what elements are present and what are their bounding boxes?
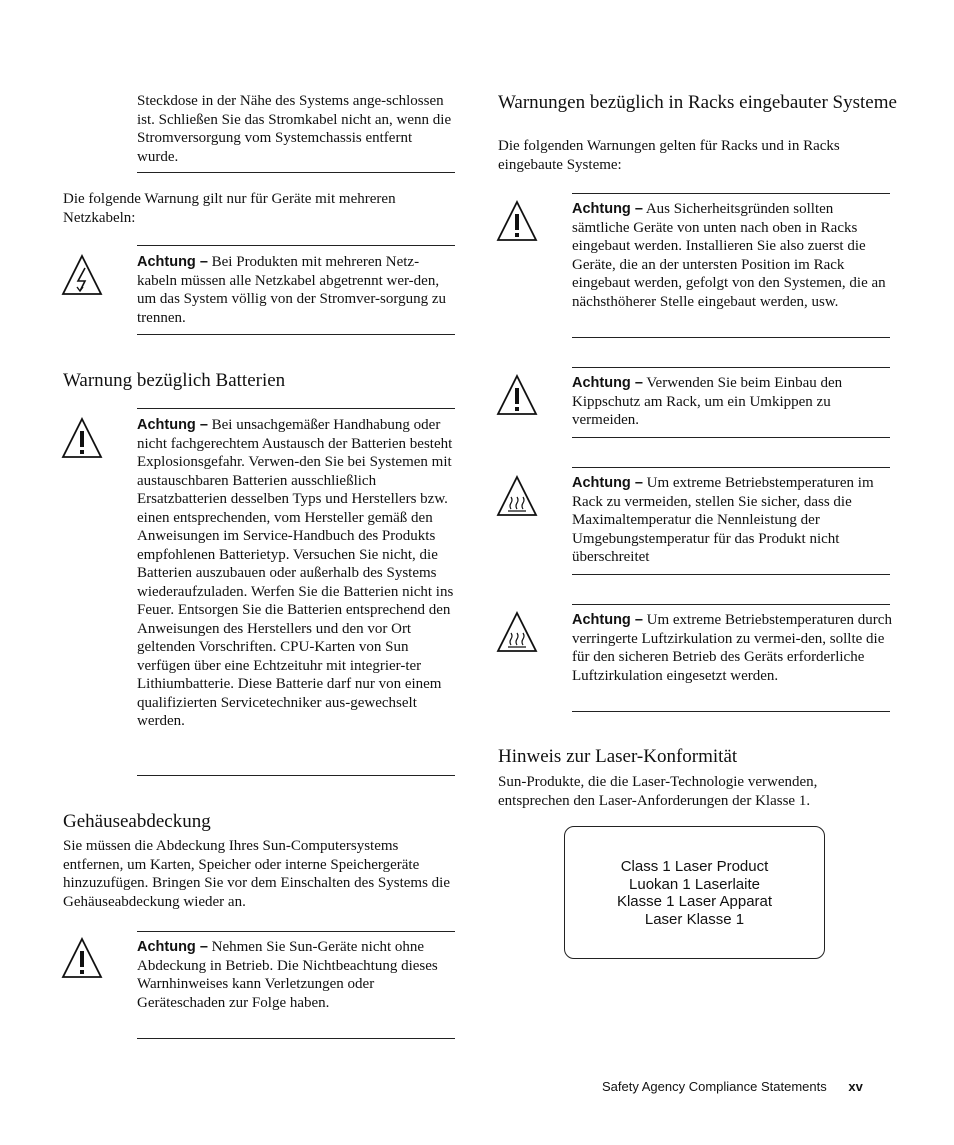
continued-paragraph: Steckdose in der Nähe des Systems ange-schlossen ist. Schließen Sie das Stromkabel nicht an, wenn die Stromversorgung vom Systemchassis entfernt wurde.: [137, 93, 452, 165]
laser-label-line: Luokan 1 Laserlaite: [629, 875, 760, 893]
divider: [572, 367, 890, 368]
warning-power: [137, 253, 457, 327]
footer: [602, 1079, 892, 1094]
divider: [572, 467, 890, 468]
electric-hazard-icon: [61, 254, 103, 296]
warning-text: Bei unsachgemäßer Handhabung oder nicht fachgerechtem Austausch der Batterien besteht Explosionsgefahr. Verwen-den Sie bei Systemen mit austauschbaren Batterien ausschließlich Ersatzbatterien desselben Typs und Herstellers bzw. einen entsprechenden, vom Hersteller gemäß den Anweisungen im Service-Handbuch des Produkts empfohlenen Batterietyp. Versuchen Sie nicht, die Batterien auszubauen oder außerhalb des Systems wiederaufzuladen. Werfen Sie die Batterien nicht ins Feuer. Entsorgen Sie die Batterien entsprechend den Anweisungen des Herstellers und den vor Ort geltenden Vorschriften. CPU-Karten von Sun verfügen über eine Echtzeituhr mit integrier-ter Lithiumbatterie. Diese Batterie darf nur von einem qualifizierten Servicetechniker aus-gewechselt werden.: [137, 417, 454, 729]
warning-text: Um extreme Betriebstemperaturen im Rack zu vermeiden, stellen Sie sicher, dass die Maximaltemperatur die Nennleistung der Umgebungstemperatur für das Produkt nicht überschreitet: [572, 475, 874, 565]
warning-rack-order: [572, 200, 892, 311]
divider: [572, 574, 890, 575]
caution-icon: [61, 417, 103, 459]
warning-label: Achtung –: [572, 475, 643, 491]
divider: [572, 437, 890, 438]
laser-paragraph: Sun-Produkte, die die Laser-Technologie verwenden, entsprechen den Laser-Anforderungen der Klasse 1.: [498, 774, 818, 809]
warning-cover: [137, 938, 457, 1012]
caution-icon: [496, 200, 538, 242]
warning-text: Nehmen Sie Sun-Geräte nicht ohne Abdeckung in Betrieb. Die Nichtbeachtung dieses Warnhinweises kann Verletzungen oder Geräteschaden zur Folge haben.: [137, 939, 438, 1011]
warning-heat-airflow: [572, 611, 892, 685]
divider: [572, 711, 890, 712]
caution-icon: [496, 374, 538, 416]
divider: [572, 193, 890, 194]
warning-label: Achtung –: [572, 375, 643, 391]
laser-label-line: Class 1 Laser Product: [620, 858, 769, 875]
section-heading-laser: Hinweis zur Laser-Konformität: [498, 746, 738, 767]
hot-surface-icon: [496, 611, 538, 653]
hot-surface-icon: [496, 475, 538, 517]
footer-title: Safety Agency Compliance Statements: [602, 1079, 827, 1094]
divider: [137, 172, 455, 173]
laser-label-line: Klasse 1 Laser Apparat: [616, 893, 773, 910]
warning-text: Verwenden Sie beim Einbau den Kippschutz am Rack, um ein Umkippen zu vermeiden.: [572, 375, 843, 428]
warning-text: Aus Sicherheitsgründen sollten sämtliche Geräte von unten nach oben in Racks eingebaut werden. Installieren Sie also zuerst die Geräte, die an der untersten Position im Rack eingebaut werden, gefolgt von den Systemen, die an nächsthöherer Stelle eingebaut werden, usw.: [572, 201, 886, 310]
warning-battery: [137, 416, 457, 731]
warning-heat-temperature: [572, 474, 892, 567]
warning-text: Bei Produkten mit mehreren Netz-kabeln müssen alle Netzkabel abgetrennt wer-den, um das System völlig von der Stromver-sorgung zu trennen.: [137, 254, 446, 326]
warning-text: Um extreme Betriebstemperaturen durch verringerte Luftzirkulation zu vermei-den, sollte die für den sicheren Betrieb des Geräts erforderliche Luftzirkulation eingesetzt werden.: [572, 612, 892, 684]
divider: [572, 337, 890, 338]
divider: [137, 1038, 455, 1039]
section-heading-battery: Warnung bezüglich Batterien: [63, 370, 286, 391]
warning-label: Achtung –: [572, 201, 643, 217]
rack-intro: Die folgenden Warnungen gelten für Racks und in Racks eingebaute Systeme:: [498, 138, 840, 173]
warning-rack-tip: [572, 374, 892, 430]
page-number: xv: [848, 1079, 863, 1094]
section-heading-rack: Warnungen bezüglich in Racks eingebauter Systeme: [498, 92, 897, 113]
multi-cable-intro: Die folgende Warnung gilt nur für Geräte mit mehreren Netzkabeln:: [63, 191, 396, 226]
laser-label-line: Laser Klasse 1: [644, 910, 745, 928]
cover-paragraph: Sie müssen die Abdeckung Ihres Sun-Computersystems entfernen, um Karten, Speicher oder interne Speichergeräte hinzuzufügen. Bringen Sie vor dem Einschalten des Systems die Gehäuseabdeckung wieder an.: [63, 838, 451, 910]
warning-label: Achtung –: [572, 612, 643, 628]
section-heading-cover: Gehäuseabdeckung: [63, 811, 211, 832]
warning-label: Achtung –: [137, 417, 208, 433]
divider: [572, 604, 890, 605]
divider: [137, 775, 455, 776]
divider: [137, 931, 455, 932]
laser-label-box: [564, 826, 825, 959]
divider: [137, 334, 455, 335]
warning-label: Achtung –: [137, 254, 208, 270]
divider: [137, 245, 455, 246]
caution-icon: [61, 937, 103, 979]
warning-label: Achtung –: [137, 939, 208, 955]
divider: [137, 408, 455, 409]
